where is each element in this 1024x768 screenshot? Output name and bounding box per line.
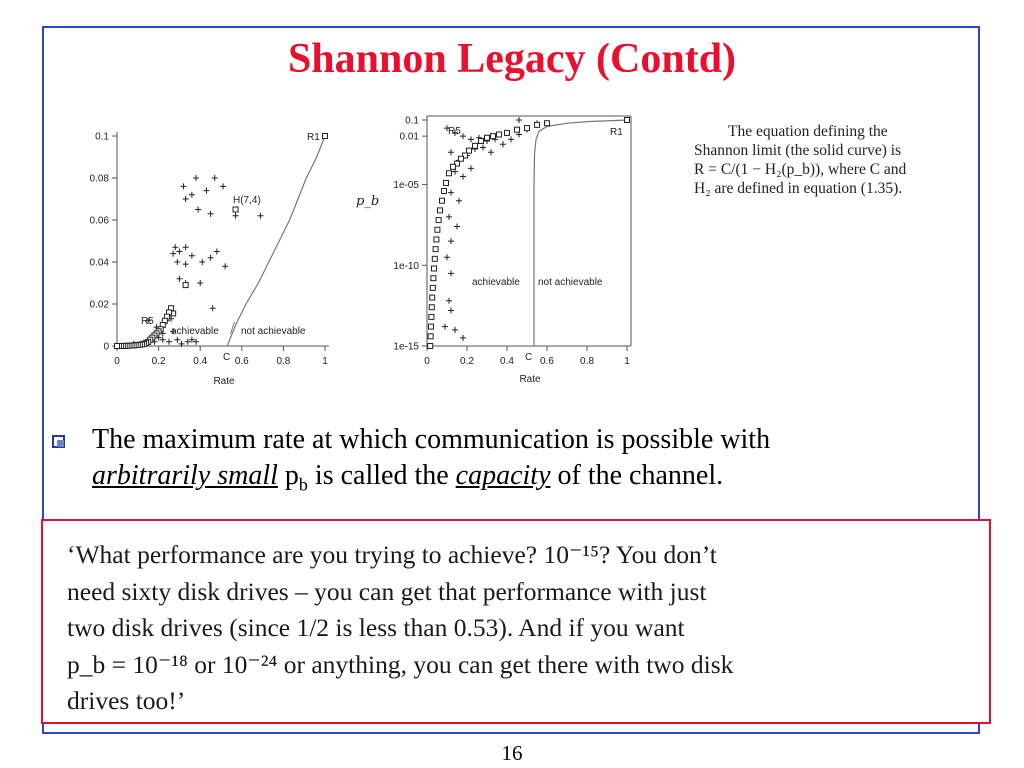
x-tick-label: 1	[322, 356, 328, 367]
data-point-square	[545, 121, 550, 126]
data-point-square	[430, 285, 435, 290]
data-point-plus	[220, 183, 226, 189]
y-tick-label: 0.1	[405, 115, 419, 127]
data-point-plus	[208, 255, 214, 261]
quote-line: ‘What performance are you trying to achieve? 10⁻¹⁵? You don’t	[67, 540, 717, 569]
data-point-plus	[460, 133, 466, 139]
data-point-square	[429, 305, 434, 310]
bullet-text	[92, 422, 952, 503]
data-point-plus	[446, 214, 452, 220]
data-point-plus	[183, 261, 189, 267]
caption-line: Shannon limit (the solid curve) is	[694, 142, 902, 159]
x-axis-label: Rate	[519, 374, 541, 385]
data-point-plus	[208, 211, 214, 217]
data-point-plus	[488, 149, 494, 155]
data-point-plus	[468, 165, 474, 171]
data-point-plus	[212, 175, 218, 181]
data-point-square	[233, 207, 238, 212]
y-tick-label: 0.01	[399, 131, 419, 143]
data-point-plus	[174, 259, 180, 265]
data-point-plus	[468, 136, 474, 142]
label-c: C	[525, 352, 533, 363]
label-not-achievable: not achievable	[538, 277, 603, 288]
data-point-plus	[199, 259, 205, 265]
data-point-square	[323, 134, 328, 139]
quote-line: p_b = 10⁻¹⁸ or 10⁻²⁴ or anything, you can get there with two disk	[67, 649, 734, 679]
data-point-plus	[500, 141, 506, 147]
x-tick-label: 1	[624, 356, 630, 367]
shannon-limit-curve	[534, 120, 627, 346]
bullet-rest: of the channel.	[550, 460, 724, 491]
data-point-square	[428, 344, 433, 349]
data-point-plus	[508, 136, 514, 142]
y-tick-label: 0.1	[95, 131, 109, 143]
page-number: 16	[501, 741, 523, 765]
pb-subscript: b	[298, 474, 308, 495]
label-achievable: achievable	[472, 277, 520, 288]
data-point-square	[479, 138, 484, 143]
y-tick-label: 0.08	[89, 173, 109, 185]
data-point-plus	[446, 298, 452, 304]
data-point-plus	[210, 305, 216, 311]
x-tick-label: 0	[424, 356, 430, 367]
data-point-square	[515, 127, 520, 132]
data-point-plus	[460, 335, 466, 341]
emphasis-capacity: capacity	[455, 460, 551, 491]
data-point-square	[447, 171, 452, 176]
chart-linear-y-ticks	[90, 132, 117, 353]
slide-title: Shannon Legacy (Contd)	[287, 36, 737, 82]
data-point-plus	[193, 175, 199, 181]
data-point-square	[430, 295, 435, 300]
x-tick-label: 0.4	[193, 356, 208, 367]
data-point-plus	[454, 224, 460, 230]
quote-line: two disk drives (since 1/2 is less than 0.53). And if you want	[67, 613, 685, 642]
x-tick-label: 0.2	[460, 356, 474, 367]
data-point-plus	[174, 337, 180, 343]
y-tick-label: 1e-05	[393, 180, 419, 192]
y-tick-label: 1e-15	[393, 341, 419, 353]
data-point-square	[535, 122, 540, 127]
label-r1: R1	[307, 132, 320, 143]
chart-log-y-ticks	[393, 116, 427, 353]
data-point-plus	[444, 254, 450, 260]
x-axis-label: Rate	[213, 376, 235, 387]
data-point-plus	[448, 307, 454, 313]
y-tick-label: 0	[103, 341, 109, 353]
data-point-plus	[258, 213, 264, 219]
data-point-square	[467, 148, 472, 153]
label-not-achievable: not achievable	[241, 326, 306, 337]
chart-log-marks	[428, 117, 630, 349]
data-point-plus	[448, 149, 454, 155]
data-point-square	[433, 247, 438, 252]
label-r1: R1	[610, 127, 623, 138]
chart-caption	[694, 122, 984, 198]
x-tick-label: 0.4	[500, 356, 514, 367]
data-point-plus	[176, 249, 182, 255]
bullet-called-the: is called the	[307, 460, 456, 491]
data-point-square	[434, 237, 439, 242]
x-tick-label: 0.6	[540, 356, 554, 367]
data-point-square	[435, 227, 440, 232]
quote-box	[41, 519, 991, 724]
data-point-square	[429, 314, 434, 319]
x-tick-label: 0.8	[276, 356, 291, 367]
quote-line: need sixty disk drives – you can get that performance with just	[67, 576, 707, 606]
data-point-plus	[442, 324, 448, 330]
caption-line: H₂ are defined in equation (1.35).	[694, 180, 903, 197]
y-tick-label: 0.02	[89, 299, 109, 311]
data-point-plus	[516, 117, 522, 123]
data-point-plus	[448, 190, 454, 196]
caption-line: The equation defining the	[728, 123, 888, 140]
pb-letter: p	[284, 460, 299, 491]
data-point-square	[429, 324, 434, 329]
emphasis-arbitrarily-small: arbitrarily small	[92, 460, 278, 491]
data-point-square	[438, 208, 443, 213]
data-point-square	[115, 344, 120, 349]
quote-text	[67, 537, 973, 720]
data-point-plus	[233, 213, 239, 219]
x-tick-label: 0.8	[580, 356, 594, 367]
data-point-plus	[172, 244, 178, 250]
data-point-square	[451, 164, 456, 169]
chart-log-axes	[423, 116, 631, 350]
bullet-line-1: The maximum rate at which communication is possible with	[92, 424, 771, 455]
label-r5: R5	[141, 316, 154, 327]
data-point-plus	[189, 253, 195, 259]
label-h74: H(7,4)	[233, 195, 261, 206]
data-point-plus	[183, 196, 189, 202]
y-tick-label: 0.04	[89, 257, 109, 269]
data-point-square	[497, 132, 502, 137]
data-point-square	[459, 156, 464, 161]
data-point-plus	[189, 192, 195, 198]
chart-log	[352, 110, 642, 394]
data-point-square	[442, 189, 447, 194]
data-point-plus	[452, 327, 458, 333]
data-point-plus	[183, 244, 189, 250]
data-point-square	[432, 266, 437, 271]
data-point-plus	[448, 238, 454, 244]
data-point-square	[183, 283, 188, 288]
data-point-square	[485, 135, 490, 140]
data-point-square	[428, 334, 433, 339]
data-point-plus	[181, 183, 187, 189]
y-tick-label: 1e-10	[393, 260, 419, 272]
data-point-plus	[456, 198, 462, 204]
data-point-square	[444, 180, 449, 185]
data-point-square	[440, 198, 445, 203]
data-point-plus	[176, 276, 182, 282]
pb-symbol	[284, 460, 308, 495]
data-point-square	[625, 118, 630, 123]
data-point-plus	[448, 270, 454, 276]
data-point-plus	[170, 251, 176, 257]
data-point-square	[431, 276, 436, 281]
bullet-square-icon	[52, 435, 65, 448]
y-tick-label: 0.06	[89, 215, 109, 227]
chart-linear-x-ticks	[114, 346, 328, 367]
data-point-square	[505, 130, 510, 135]
y-axis-label: p_b	[356, 194, 380, 209]
label-r5: R5	[448, 126, 461, 137]
data-point-plus	[197, 280, 203, 286]
data-point-plus	[203, 188, 209, 194]
data-point-square	[432, 256, 437, 261]
data-point-plus	[460, 174, 466, 180]
data-point-plus	[222, 263, 228, 269]
data-point-square	[491, 134, 496, 139]
data-point-square	[436, 218, 441, 223]
data-point-plus	[480, 144, 486, 150]
chart-linear	[76, 118, 352, 394]
label-c: C	[223, 352, 231, 363]
data-point-plus	[166, 339, 172, 345]
shannon-limit-curve	[227, 136, 325, 346]
data-point-square	[525, 126, 530, 131]
quote-line: drives too!’	[67, 686, 186, 715]
x-tick-label: 0.2	[151, 356, 166, 367]
data-point-square	[473, 143, 478, 148]
label-achievable: achievable	[171, 326, 219, 337]
x-tick-label: 0.6	[234, 356, 249, 367]
data-point-plus	[195, 207, 201, 213]
caption-line: R = C/(1 − H₂(p_b)), where C and	[694, 161, 907, 178]
x-tick-label: 0	[114, 356, 120, 367]
data-point-plus	[214, 249, 220, 255]
